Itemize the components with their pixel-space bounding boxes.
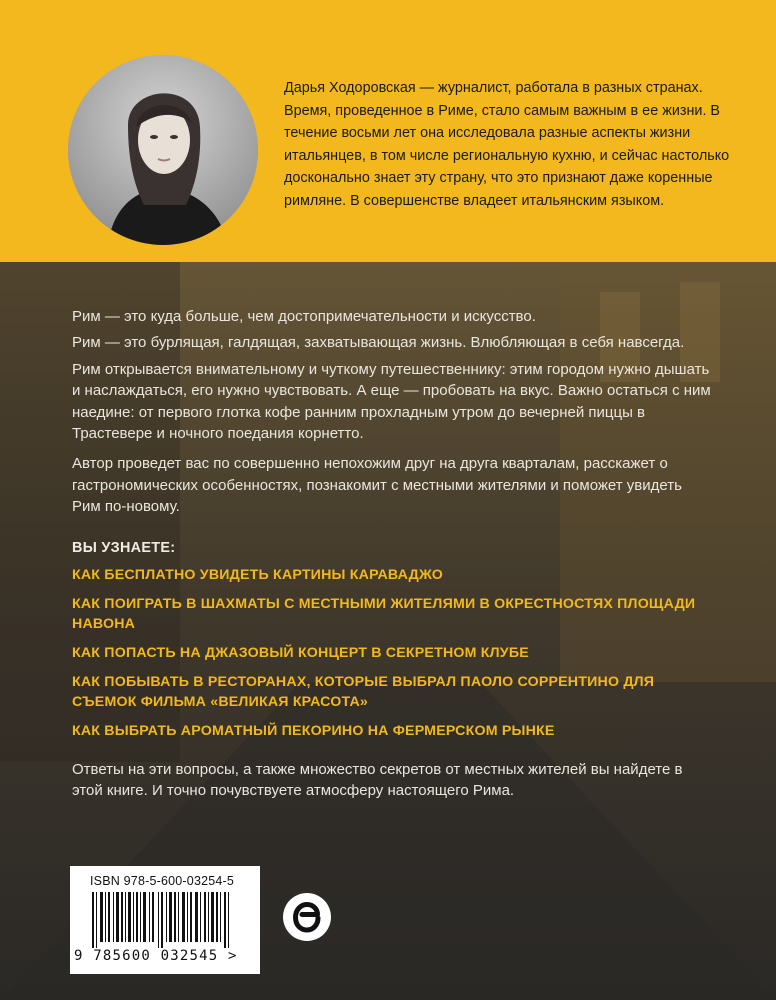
intro-paragraph-2: Рим — это бурлящая, галдящая, захватывающая жизнь. Влюбляющая в себя навсегда. — [72, 334, 685, 352]
author-bio-text: Дарья Ходоровская — журналист, работала в разных странах. Время, проведенное в Риме, стало самым важным в ее жизни. В течение восьми лет она исследовала разные аспекты жизни итальянцев, в том числе региональную кухню, и сейчас настолько досконально знает эту страну, что это признают даже коренные римляне. В совершенстве владеет итальянским языком. — [284, 80, 730, 209]
author-photo — [68, 55, 258, 245]
isbn-label: ISBN 978-5-600-03254-5 — [90, 874, 235, 888]
barcode-digits: 9 785600 032545 > — [74, 948, 238, 964]
learn-item: КАК ВЫБРАТЬ АРОМАТНЫЙ ПЕКОРИНО НА ФЕРМЕРСКОМ РЫНКЕ — [72, 723, 555, 740]
learn-title: ВЫ УЗНАЕТЕ: — [72, 539, 176, 556]
author-bio — [284, 77, 744, 212]
learn-item: КАК ПОБЫВАТЬ В РЕСТОРАНАХ, КОТОРЫЕ ВЫБРАЛ ПАОЛО СОРРЕНТИНО ДЛЯ СЪЕМОК ФИЛЬМА «ВЕЛИКАЯ КРАСОТА» — [72, 674, 655, 711]
author-portrait-icon — [68, 55, 258, 245]
description — [72, 306, 712, 807]
barcode-icon — [92, 892, 242, 948]
outro-paragraph: Ответы на эти вопросы, а также множество секретов от местных жителей вы найдете в этой книге. И точно почувствуете атмосферу настоящего Рима. — [72, 761, 683, 800]
learn-item: КАК ПОПАСТЬ НА ДЖАЗОВЫЙ КОНЦЕРТ В СЕКРЕТНОМ КЛУБЕ — [72, 645, 529, 662]
learn-list — [72, 565, 712, 741]
intro-paragraph-3: Рим открывается внимательному и чуткому путешественнику: этим городом нужно дышать и наслаждаться, его нужно чувствовать. А еще — пробовать на вкус. Важно остаться с ним наедине: от первого глотка кофе ранним прохладным утром до вечерней пиццы в Трастевере и ночного поедания корнетто. — [72, 360, 711, 443]
author-panel — [0, 0, 776, 262]
learn-item: КАК ПОИГРАТЬ В ШАХМАТЫ С МЕСТНЫМИ ЖИТЕЛЯМИ В ОКРЕСТНОСТЯХ ПЛОЩАДИ НАВОНА — [72, 596, 696, 633]
intro-paragraph-1: Рим — это куда больше, чем достопримечательности и искусство. — [72, 308, 536, 325]
eksmo-logo-icon — [282, 892, 332, 942]
learn-item: КАК БЕСПЛАТНО УВИДЕТЬ КАРТИНЫ КАРАВАДЖО — [72, 567, 444, 584]
isbn-barcode — [70, 866, 260, 974]
intro-paragraph-4: Автор проведет вас по совершенно непохожим друг на друга кварталам, расскажет о гастрономических особенностях, познакомит с местными жителями и поможет увидеть Рим по-новому. — [72, 455, 682, 516]
